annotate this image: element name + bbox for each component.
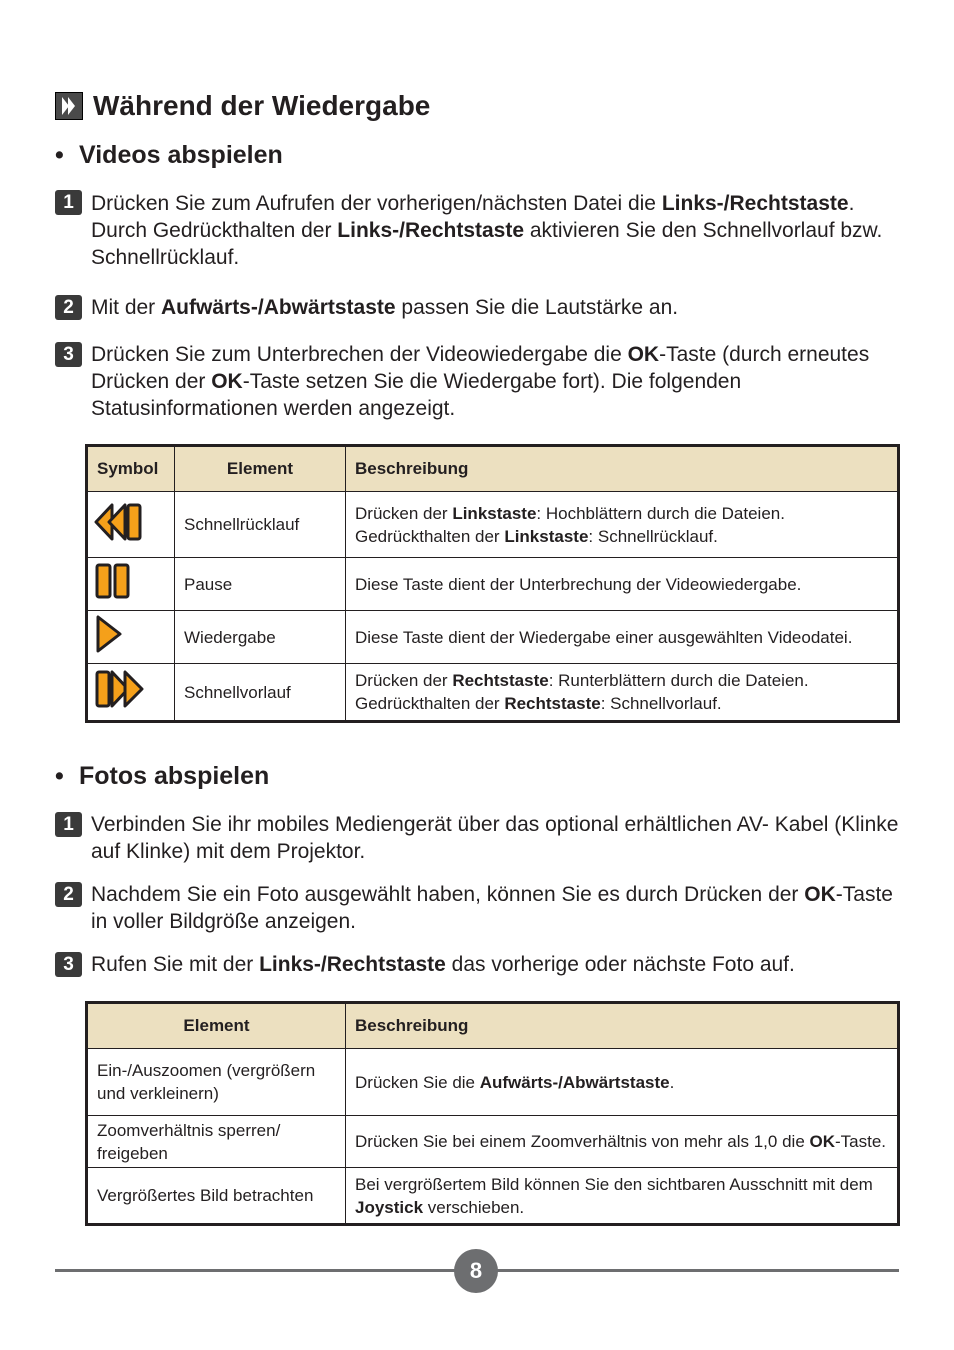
step-number: 2	[55, 295, 82, 320]
page-heading	[55, 86, 430, 126]
video-step-1	[55, 189, 905, 271]
video-status-table	[85, 444, 900, 723]
step-number: 3	[55, 342, 82, 367]
photo-controls-table	[85, 1001, 900, 1226]
video-step-2	[55, 294, 905, 321]
table-row	[87, 1116, 899, 1168]
table-row	[87, 611, 899, 664]
step-number: 2	[55, 882, 82, 907]
video-step-3	[55, 341, 905, 422]
table-header-row	[87, 1003, 899, 1049]
element-cell: Schnellvorlauf	[175, 664, 346, 722]
section-title-text: Fotos abspielen	[79, 762, 270, 790]
table-row	[87, 558, 899, 611]
step-number: 3	[55, 952, 82, 977]
description-cell: Drücken Sie bei einem Zoomverhältnis von mehr als 1,0 die OK-Taste.	[346, 1116, 899, 1168]
table-row	[87, 664, 899, 722]
step-text: Verbinden Sie ihr mobiles Mediengerät über das optional erhältlichen AV- Kabel (Klinke auf Klinke) mit dem Projektor.	[91, 813, 899, 863]
pause-icon	[87, 558, 175, 611]
chevron-right-icon	[55, 92, 83, 120]
table-header-row	[87, 446, 899, 492]
table-row	[87, 1049, 899, 1116]
step-text: Mit der Aufwärts-/Abwärtstaste passen Sie die Lautstärke an.	[91, 296, 679, 319]
header-symbol: Symbol	[87, 446, 175, 492]
header-description: Beschreibung	[346, 1003, 899, 1049]
section-title-text: Videos abspielen	[79, 141, 283, 169]
play-icon	[87, 611, 175, 664]
description-cell: Diese Taste dient der Wiedergabe einer ausgewählten Videodatei.	[346, 611, 899, 664]
description-cell: Bei vergrößertem Bild können Sie den sichtbaren Ausschnitt mit dem Joystick verschieben.	[346, 1168, 899, 1225]
photo-step-2	[55, 881, 905, 935]
element-cell: Wiedergabe	[175, 611, 346, 664]
section-title-videos: • Videos abspielen	[55, 141, 283, 169]
description-cell: Drücken Sie die Aufwärts-/Abwärtstaste.	[346, 1049, 899, 1116]
section-title-photos: • Fotos abspielen	[55, 762, 270, 790]
step-number: 1	[55, 812, 82, 837]
element-cell: Pause	[175, 558, 346, 611]
table-row	[87, 492, 899, 558]
header-element: Element	[175, 446, 346, 492]
element-cell: Ein-/Auszoomen (vergrößern und verkleinern)	[87, 1049, 346, 1116]
element-cell: Zoomverhältnis sperren/ freigeben	[87, 1116, 346, 1168]
step-text: Nachdem Sie ein Foto ausgewählt haben, können Sie es durch Drücken der OK-Taste in voller Bildgröße anzeigen.	[91, 883, 893, 933]
step-number: 1	[55, 190, 82, 215]
step-text: Rufen Sie mit der Links-/Rechtstaste das vorherige oder nächste Foto auf.	[91, 953, 795, 976]
step-text: Drücken Sie zum Aufrufen der vorherigen/nächsten Datei die Links-/Rechtstaste. Durch Gedrückthalten der Links-/Rechtstaste aktivieren Sie den Schnellvorlauf bzw. Schnellrücklauf.	[91, 192, 883, 269]
step-text: Drücken Sie zum Unterbrechen der Videowiedergabe die OK-Taste (durch erneutes Drücken der OK-Taste setzen Sie die Wiedergabe fort). Die folgenden Statusinformationen werden angezeigt.	[91, 343, 870, 420]
description-cell: Drücken der Rechtstaste: Runterblättern durch die Dateien. Gedrückthalten der Rechtstaste: Schnellvorlauf.	[346, 664, 899, 722]
photo-step-1	[55, 811, 905, 865]
table-row	[87, 1168, 899, 1225]
page-number-badge: 8	[454, 1249, 498, 1293]
element-cell: Schnellrücklauf	[175, 492, 346, 558]
description-cell: Diese Taste dient der Unterbrechung der Videowiedergabe.	[346, 558, 899, 611]
rewind-icon	[87, 492, 175, 558]
photo-step-3	[55, 951, 905, 978]
header-element: Element	[87, 1003, 346, 1049]
header-description: Beschreibung	[346, 446, 899, 492]
description-cell: Drücken der Linkstaste: Hochblättern durch die Dateien. Gedrückthalten der Linkstaste: Schnellrücklauf.	[346, 492, 899, 558]
element-cell: Vergrößertes Bild betrachten	[87, 1168, 346, 1225]
page-title: Während der Wiedergabe	[93, 90, 431, 121]
fast-forward-icon	[87, 664, 175, 722]
